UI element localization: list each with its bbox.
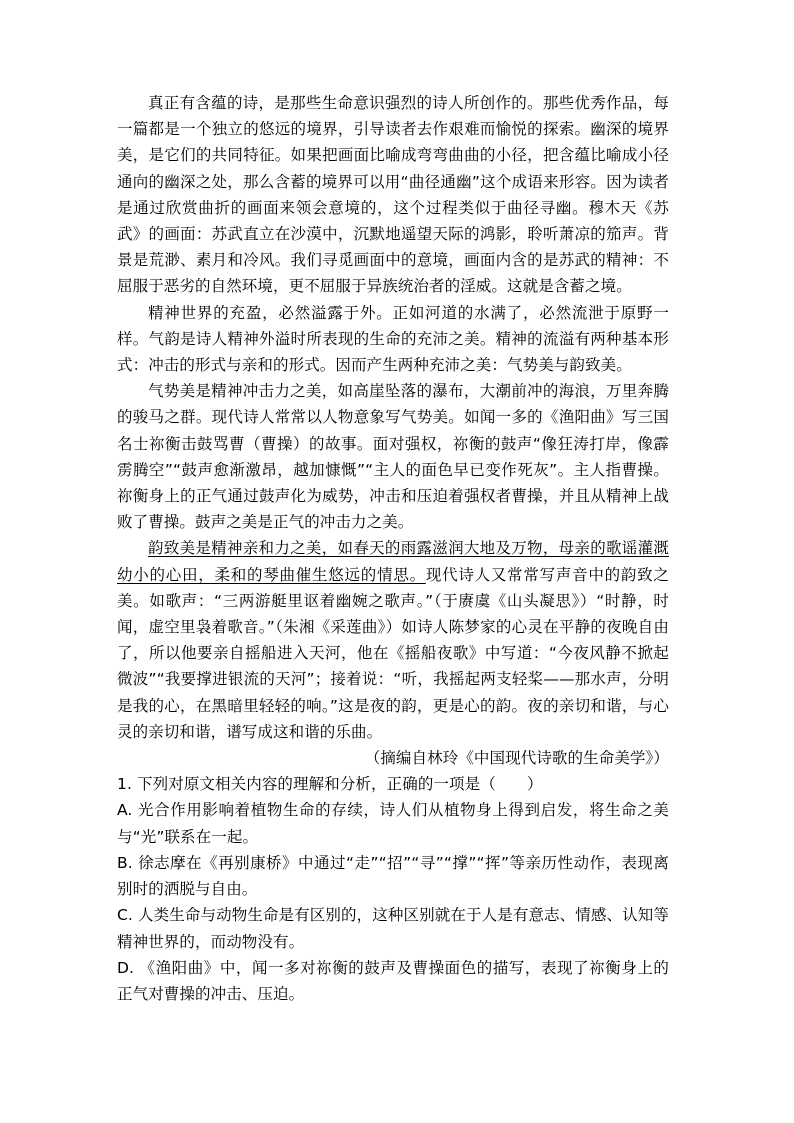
source-citation: （摘编自林玲《中国现代诗歌的生命美学》）: [364, 749, 669, 768]
question-stem: 1. 下列对原文相关内容的理解和分析，正确的一项是（ ）: [117, 775, 543, 794]
passage-paragraph-2: 精神世界的充盈，必然溢露于外。正如河道的水满了，必然流泄于原野一样。气韵是诗人精神外溢时所表现的生命的充沛之美。精神的流溢有两种基本形式：冲击的形式与亲和的形式。因而产生两种充沛之美：气势美与韵致美。: [117, 303, 669, 375]
option-d: D. 《渔阳曲》中，闻一多对祢衡的鼓声及曹操面色的描写，表现了祢衡身上的正气对曹操的冲击、压迫。: [117, 958, 669, 1003]
document-page: [117, 90, 669, 1007]
passage-paragraph-4-rest: 现代诗人又常常写声音中的韵致之美。如歌声：“三两游艇里讴着幽婉之歌声。”（于赓虞《山头凝思》）“时静，时闻，虚空里袅着歌音。”（朱湘《采莲曲》）如诗人陈梦家的心灵在平静的夜晚自由了，所以他要亲自摇船进入天河，他在《摇船夜歌》中写道：“今夜风静不掀起微波”“我要撑进银流的天河”；接着说：“听，我摇起两支轻桨——那水声，分明是我的心，在黑暗里轻轻的响。”这是夜的韵，更是心的韵。夜的亲切和谐，与心灵的亲切和谐，谱写成这和谐的乐曲。: [117, 565, 669, 741]
passage-paragraph-3: 气势美是精神冲击力之美，如高崖坠落的瀑布，大潮前冲的海浪，万里奔腾的骏马之群。现代诗人常常以人物意象写气势美。如闻一多的《渔阳曲》写三国名士祢衡击鼓骂曹（曹操）的故事。面对强权，祢衡的鼓声“像狂涛打岸，像霹雳腾空”“鼓声愈渐激昂，越加慷慨”“主人的面色早已变作死灰”。主人指曹操。祢衡身上的正气通过鼓声化为威势，冲击和压迫着强权者曹操，并且从精神上战败了曹操。鼓声之美是正气的冲击力之美。: [117, 382, 669, 532]
option-c: C. 人类生命与动物生命是有区别的，这种区别就在于人是有意志、情感、认知等精神世界的，而动物没有。: [117, 906, 669, 951]
option-a: A. 光合作用影响着植物生命的存续，诗人们从植物身上得到启发，将生命之美与“光”联系在一起。: [117, 801, 669, 846]
passage-paragraph-1: 真正有含蕴的诗，是那些生命意识强烈的诗人所创作的。那些优秀作品，每一篇都是一个独立的悠远的境界，引导读者去作艰难而愉悦的探索。幽深的境界美，是它们的共同特征。如果把画面比喻成弯弯曲曲的小径，把含蕴比喻成小径通向的幽深之处，那么含蓄的境界可以用“曲径通幽”这个成语来形容。因为读者是通过欣赏曲折的画面来领会意境的，这个过程类似于曲径寻幽。穆木天《苏武》的画面：苏武直立在沙漠中，沉默地遥望天际的鸿影，聆听萧凉的笳声。背景是荒渺、素月和冷风。我们寻觅画面中的意境，画面内含的是苏武的精神：不屈服于恶劣的自然环境，更不屈服于异族统治者的淫威。这就是含蓄之境。: [117, 94, 669, 296]
option-b: B. 徐志摩在《再别康桥》中通过“走”“招”“寻”“撑”“挥”等亲历性动作，表现离别时的洒脱与自由。: [117, 853, 669, 899]
passage-paragraph-4: [117, 535, 669, 745]
underlined-sentence: 韵致美是精神亲和力之美，如春天的雨露滋润大地及万物，母亲的歌谣灌溉幼小的心田，柔和的琴曲催生悠远的情思。: [117, 539, 669, 584]
